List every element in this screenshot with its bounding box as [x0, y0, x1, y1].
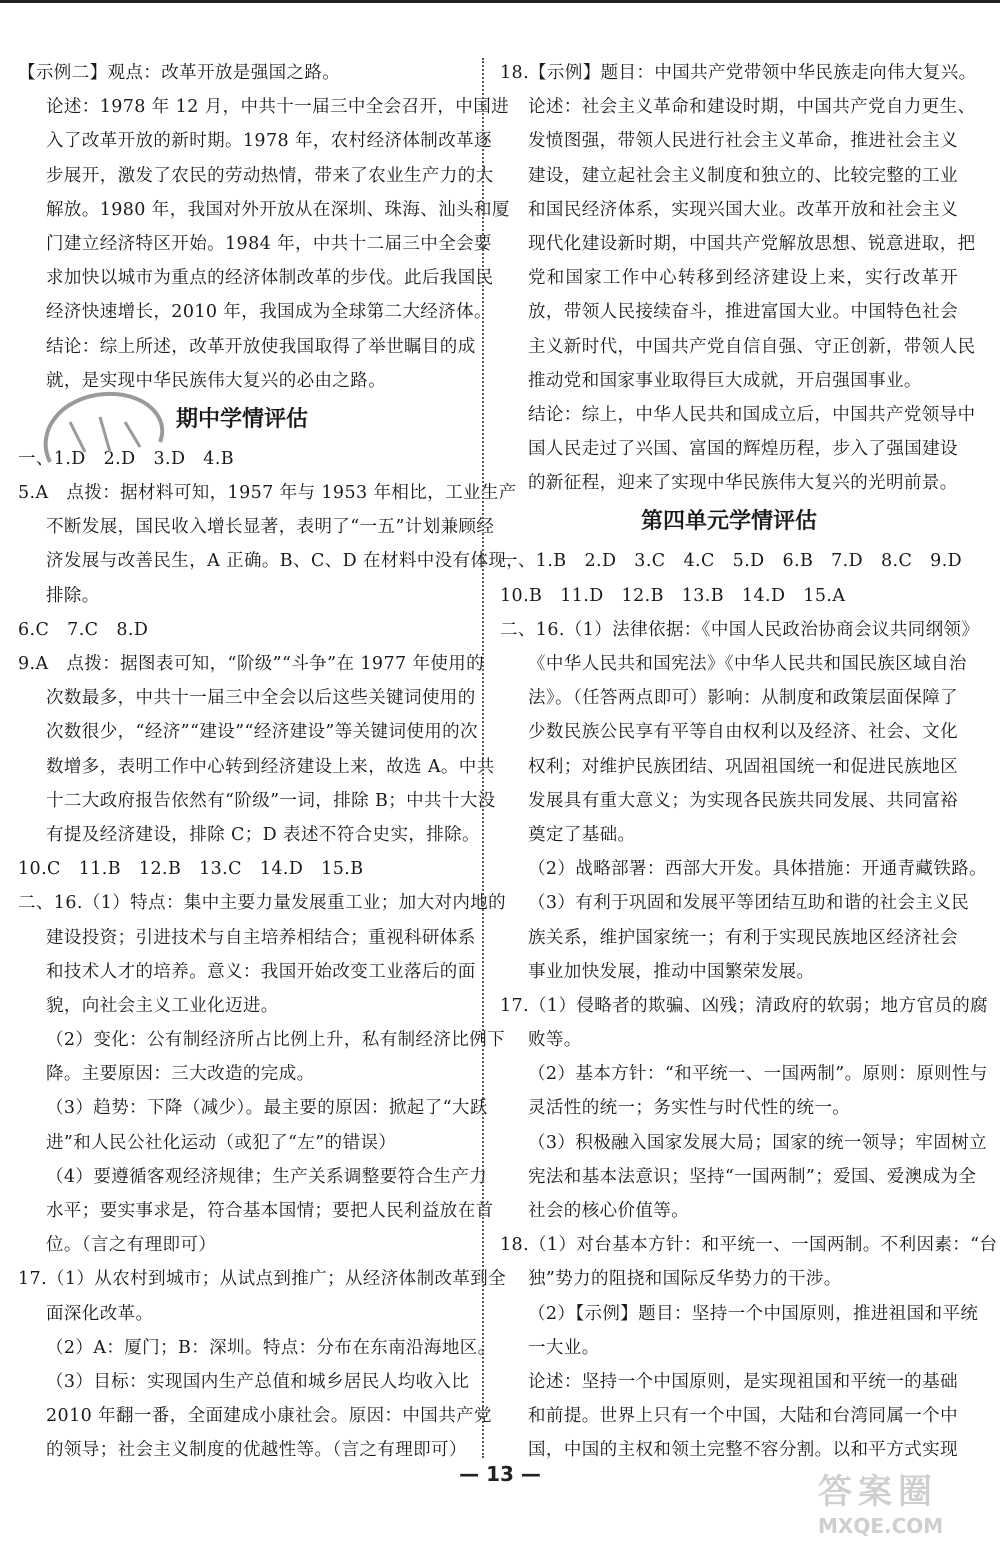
text-line: 结论：综上，中华人民共和国成立后，中国共产党领导中 [528, 404, 976, 425]
section-heading: 期中学情评估 [175, 406, 308, 432]
text-line: 和国民经济体系，实现兴国大业。改革开放和社会主义 [528, 199, 958, 220]
text-line: （3）有利于巩固和发展平等团结互助和谐的社会主义民 [528, 893, 970, 914]
text-line: 主义新时代，中国共产党自信自强、守正创新，带领人民 [528, 336, 976, 357]
text-line: 经济快速增长，2010 年，我国成为全球第二大经济体。 [46, 302, 492, 323]
text-line: 和前提。世界上只有一个中国，大陆和台湾同属一个中 [528, 1406, 958, 1427]
text-line: 和技术人才的培养。意义：我国开始改变工业落后的面 [46, 961, 476, 982]
text-line: 宪法和基本法意识；坚持“一国两制”；爱国、爱澳成为全 [528, 1166, 977, 1187]
text-line: 入了改革开放的新时期。1978 年，农村经济体制改革逐 [46, 131, 492, 152]
handwritten-stamp-mark [30, 382, 180, 492]
text-line: 放，带领人民接续奋斗，推进富国大业。中国特色社会 [528, 302, 958, 323]
text-line: 进”和人民公社化运动（或犯了“左”的错误） [46, 1132, 397, 1153]
text-line: 《中华人民共和国宪法》《中华人民共和国民族区域自治 [528, 654, 967, 674]
text-line: 5.A 点拨：据材料可知，1957 年与 1953 年相比，工业生产 [18, 483, 517, 504]
text-line: 论述：社会主义革命和建设时期，中国共产党自力更生、 [528, 97, 976, 118]
text-line: 水平；要实事求是，符合基本国情；要把人民利益放在首 [46, 1201, 494, 1221]
text-line: （3）积极融入国家发展大局；国家的统一领导；牢固树立 [528, 1132, 988, 1153]
text-line: 17.（1）侵略者的欺骗、凶残；清政府的软弱；地方官员的腐 [500, 995, 989, 1016]
text-line: 建设，建立起社会主义制度和独立的、比较完整的工业 [528, 165, 958, 186]
text-line: （3）趋势：下降（减少）。最主要的原因：掀起了“大跃 [46, 1098, 488, 1119]
text-line: （4）要遵循客观经济规律；生产关系调整要符合生产力 [46, 1166, 488, 1187]
text-line: （2）【示例】题目：坚持一个中国原则，推进祖国和平统 [528, 1303, 979, 1324]
text-line: 奠定了基础。 [528, 824, 636, 845]
text-line: 败等。 [528, 1030, 582, 1051]
text-line: 次数最多，中共十一届三中全会以后这些关键词使用的 [46, 688, 476, 709]
text-line: 的新征程，迎来了实现中华民族伟大复兴的光明前景。 [528, 473, 958, 494]
text-line: 门建立经济特区开始。1984 年，中共十二届三中全会要 [46, 233, 492, 254]
right-column [500, 56, 998, 1468]
text-line: 社会的核心价值等。 [528, 1201, 690, 1221]
text-line: 二、16.（1）特点：集中主要力量发展重工业；加大对内地的 [18, 893, 507, 914]
text-line: 一、1.B 2.D 3.C 4.C 5.D 6.B 7.D 8.C 9.D [500, 551, 963, 572]
text-line: （3）目标：实现国内生产总值和城乡居民人均收入比 [46, 1371, 470, 1392]
text-line: 济发展与改善民生，A 正确。B、C、D 在材料中没有体现， [46, 551, 525, 572]
text-line: 发展具有重大意义；为实现各民族共同发展、共同富裕 [528, 790, 958, 811]
text-line: 10.C 11.B 12.B 13.C 14.D 15.B [18, 859, 364, 880]
text-line: （2）基本方针：“和平统一、一国两制”。原则：原则性与 [528, 1064, 988, 1085]
text-line: 发愤图强，带领人民进行社会主义革命，推进社会主义 [528, 131, 958, 152]
text-line: 的领导；社会主义制度的优越性等。（言之有理即可） [46, 1440, 467, 1461]
site-watermark [818, 1472, 998, 1546]
text-line: 现代化建设新时期，中国共产党解放思想、锐意进取，把 [528, 233, 976, 254]
top-rule [0, 0, 1000, 3]
text-line: 面深化改革。 [46, 1303, 154, 1324]
text-line: 国，中国的主权和领土完整不容分割。以和平方式实现 [528, 1440, 958, 1461]
text-line: 结论：综上所述，改革开放使我国取得了举世瞩目的成 [46, 336, 476, 357]
text-line: 18.【示例】题目：中国共产党带领中华民族走向伟大复兴。 [500, 63, 977, 83]
text-line: 10.B 11.D 12.B 13.B 14.D 15.A [500, 585, 846, 606]
text-line: 建设投资；引进技术与自主培养相结合；重视科研体系 [46, 927, 476, 948]
text-line: 就，是实现中华民族伟大复兴的必由之路。 [46, 370, 387, 391]
text-line: 有提及经济建设，排除 C；D 表述不符合史实，排除。 [46, 824, 480, 845]
left-column [18, 56, 525, 1468]
text-line: 貌，向社会主义工业化迈进。 [46, 995, 279, 1016]
text-line: 权利；对维护民族团结、巩固祖国统一和促进民族地区 [528, 756, 958, 777]
text-line: 党和国家工作中心转移到经济建设上来，实行改革开 [528, 268, 958, 289]
text-line: 二、16.（1）法律依据：《中国人民政治协商会议共同纲领》 [500, 619, 980, 640]
text-line: 族关系，维护国家统一；有利于实现民族地区经济社会 [528, 927, 958, 948]
text-line: 降。主要原因：三大改造的完成。 [46, 1064, 315, 1085]
text-line: 国人民走过了兴国、富国的辉煌历程，步入了强国建设 [528, 439, 958, 460]
text-line: 位。（言之有理即可） [46, 1235, 217, 1256]
text-line: 解放。1980 年，我国对外开放从在深圳、珠海、汕头和厦 [46, 199, 510, 220]
text-line: 步展开，激发了农民的劳动热情，带来了农业生产力的大 [46, 165, 494, 186]
text-line: 一、1.D 2.D 3.D 4.B [18, 448, 235, 469]
text-line: 灵活性的统一；务实性与时代性的统一。 [528, 1098, 851, 1119]
text-line: 推动党和国家事业取得巨大成就，开启强国事业。 [528, 370, 922, 391]
text-line: 9.A 点拨：据图表可知，“阶级”“斗争”在 1977 年使用的 [18, 654, 485, 674]
text-line: 十二大政府报告依然有“阶级”一词，排除 B；中共十大没 [46, 790, 496, 811]
text-line: 排除。 [46, 585, 100, 606]
text-line: 数增多，表明工作中心转到经济建设上来，故选 A。中共 [46, 756, 495, 777]
text-line: 18.（1）对台基本方针：和平统一、一国两制。不利因素：“台 [500, 1235, 998, 1256]
text-line: （2）战略部署：西部大开发。具体措施：开通青藏铁路。 [528, 859, 988, 880]
text-line: 次数很少，“经济”“建设”“经济建设”等关键词使用的次 [46, 722, 478, 743]
text-line: 17.（1）从农村到城市；从试点到推广；从经济体制改革到全 [18, 1269, 507, 1290]
watermark-bottom: MXQE.COM [818, 1514, 944, 1538]
text-line: 事业加快发展，推动中国繁荣发展。 [528, 961, 815, 982]
watermark-top: 答案圈 [818, 1472, 938, 1512]
text-line: 独”势力的阻挠和国际反华势力的干涉。 [528, 1269, 842, 1290]
text-line: （2）变化：公有制经济所占比例上升，私有制经济比例下 [46, 1030, 506, 1051]
section-heading: 第四单元学情评估 [640, 509, 817, 535]
text-line: 论述：1978 年 12 月，中共十一届三中全会召开，中国进 [46, 97, 509, 118]
text-line: 6.C 7.C 8.D [18, 619, 149, 640]
text-line: 2010 年翻一番，全面建成小康社会。原因：中国共产党 [46, 1406, 492, 1427]
text-line: 法》。（任答两点即可）影响：从制度和政策层面保障了 [528, 688, 958, 709]
page-number: — 13 — [459, 1462, 541, 1486]
text-line: 【示例二】观点：改革开放是强国之路。 [18, 63, 341, 83]
text-line: 求加快以城市为重点的经济体制改革的步伐。此后我国民 [46, 268, 494, 289]
text-line: 论述：坚持一个中国原则，是实现祖国和平统一的基础 [528, 1371, 958, 1392]
text-line: （2）A：厦门；B：深圳。特点：分布在东南沿海地区。 [46, 1337, 496, 1358]
column-divider [482, 58, 484, 1458]
text-line: 不断发展，国民收入增长显著，表明了“一五”计划兼顾经 [46, 517, 495, 538]
text-line: 一大业。 [528, 1337, 600, 1358]
text-line: 少数民族公民享有平等自由权利以及经济、社会、文化 [528, 722, 958, 743]
